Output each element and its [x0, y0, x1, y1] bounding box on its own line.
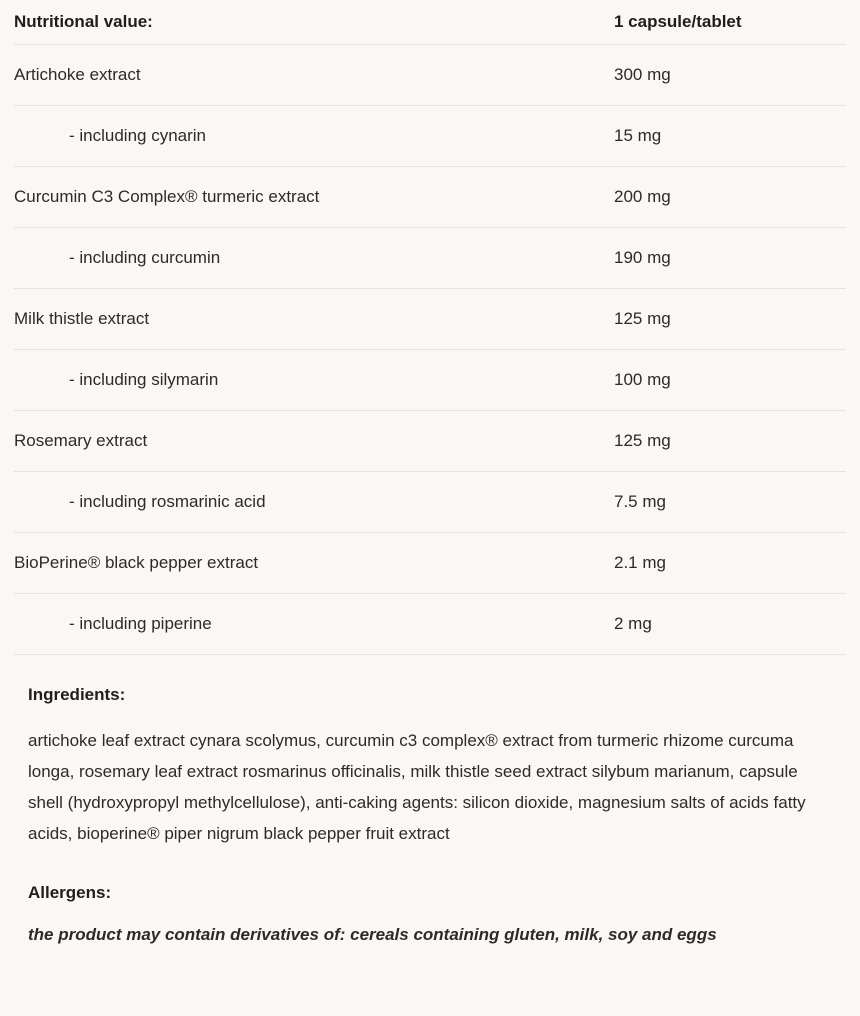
table-row: [14, 167, 846, 228]
row-value: 190 mg: [614, 228, 846, 289]
table-row: [14, 350, 846, 411]
header-nutritional-value: Nutritional value:: [14, 0, 614, 45]
row-label: Artichoke extract: [14, 45, 614, 106]
row-value: 200 mg: [614, 167, 846, 228]
row-label: - including piperine: [14, 594, 614, 655]
row-label: - including rosmarinic acid: [14, 472, 614, 533]
row-label: - including silymarin: [14, 350, 614, 411]
row-label: - including curcumin: [14, 228, 614, 289]
row-label: BioPerine® black pepper extract: [14, 533, 614, 594]
row-label: - including cynarin: [14, 106, 614, 167]
ingredients-text: artichoke leaf extract cynara scolymus, curcumin c3 complex® extract from turmeric rhizome curcuma longa, rosemary leaf extract rosmarinus officinalis, milk thistle seed extract silybum marianum, capsule shell (hydroxypropyl methylcellulose), anti-caking agents: silicon dioxide, magnesium salts of acids fatty acids, bioperine® piper nigrum black pepper fruit extract: [28, 731, 806, 843]
row-value: 300 mg: [614, 45, 846, 106]
row-value: 2.1 mg: [614, 533, 846, 594]
ingredients-section: [14, 685, 846, 849]
table-row: [14, 289, 846, 350]
table-row: [14, 594, 846, 655]
row-value: 125 mg: [614, 411, 846, 472]
ingredients-heading: Ingredients:: [28, 685, 126, 704]
row-label: Milk thistle extract: [14, 289, 614, 350]
row-value: 15 mg: [614, 106, 846, 167]
row-label: Curcumin C3 Complex® turmeric extract: [14, 167, 614, 228]
table-row: [14, 533, 846, 594]
row-value: 2 mg: [614, 594, 846, 655]
header-serving: 1 capsule/tablet: [614, 0, 846, 45]
table-row: [14, 45, 846, 106]
table-body: [14, 45, 846, 655]
table-row: [14, 472, 846, 533]
allergens-text: the product may contain derivatives of: cereals containing gluten, milk, soy and eggs: [28, 925, 717, 944]
nutritional-value-table: [14, 0, 846, 655]
table-head: [14, 0, 846, 45]
row-value: 100 mg: [614, 350, 846, 411]
allergens-heading: Allergens:: [28, 883, 112, 902]
row-value: 125 mg: [614, 289, 846, 350]
table-row: [14, 106, 846, 167]
table-header-row: [14, 0, 846, 45]
table-row: [14, 411, 846, 472]
row-value: 7.5 mg: [614, 472, 846, 533]
table-row: [14, 228, 846, 289]
row-label: Rosemary extract: [14, 411, 614, 472]
allergens-section: [14, 883, 846, 948]
